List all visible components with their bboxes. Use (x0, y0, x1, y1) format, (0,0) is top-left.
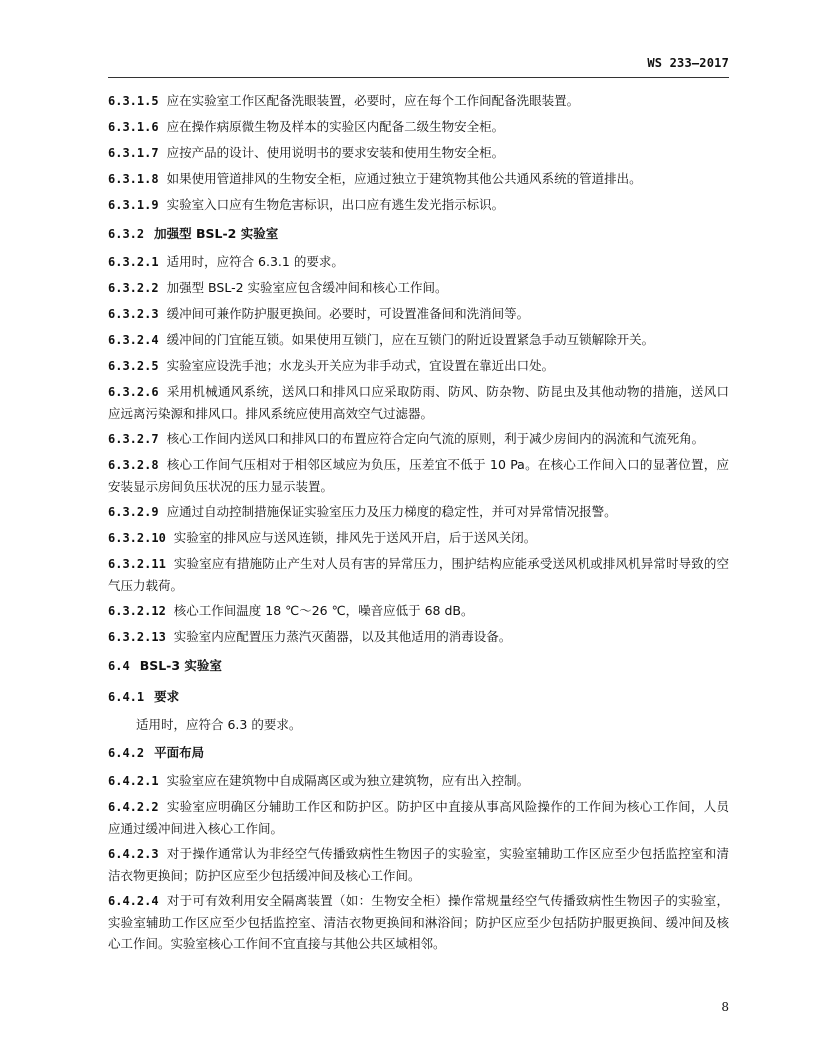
clause-paragraph (108, 114, 729, 140)
clause-paragraph (108, 499, 729, 525)
clause-paragraph (108, 888, 729, 956)
section-heading (108, 683, 729, 712)
clause-number: 6.3.1.9 (108, 198, 159, 212)
clause-number: 6.3.1.5 (108, 94, 159, 108)
section-title: 加强型 BSL-2 实验室 (154, 226, 279, 241)
clause-text: 应在操作病原微生物及样本的实验区内配备二级生物安全柜。 (166, 119, 505, 134)
clause-text: 核心工作间内送风口和排风口的布置应符合定向气流的原则，利于减少房间内的涡流和气流死角。 (166, 431, 705, 446)
clause-number: 6.3.1.8 (108, 172, 159, 186)
clause-paragraph (108, 301, 729, 327)
clause-text: 应按产品的设计、使用说明书的要求安装和使用生物安全柜。 (166, 145, 505, 160)
clause-paragraph (108, 768, 729, 794)
section-number: 6.4.1 (108, 690, 145, 704)
clause-number: 6.3.2.8 (108, 458, 159, 472)
clause-text: 对于操作通常认为非经空气传播致病性生物因子的实验室，实验室辅助工作区应至少包括监控室和清洁衣物更换间；防护区应至少包括缓冲间及核心工作间。 (108, 846, 729, 883)
clause-number: 6.3.2.3 (108, 307, 159, 321)
clause-number: 6.4.2.1 (108, 774, 159, 788)
clause-text: 核心工作间气压相对于相邻区域应为负压，压差宜不低于 10 Pa。在核心工作间入口的显著位置，应安装显示房间负压状况的压力显示装置。 (108, 457, 729, 494)
clause-paragraph (108, 249, 729, 275)
clause-number: 6.4.2.2 (108, 800, 159, 814)
clause-paragraph (108, 624, 729, 650)
clause-paragraph (108, 353, 729, 379)
clause-text: 缓冲间的门宜能互锁。如果使用互锁门，应在互锁门的附近设置紧急手动互锁解除开关。 (166, 332, 655, 347)
clause-paragraph (108, 794, 729, 841)
body-paragraph: 适用时，应符合 6.3 的要求。 (136, 717, 302, 732)
document-body (108, 88, 729, 956)
clause-text: 采用机械通风系统，送风口和排风口应采取防雨、防风、防杂物、防昆虫及其他动物的措施，送风口应远离污染源和排风口。排风系统应使用高效空气过滤器。 (108, 384, 729, 421)
section-number: 6.4 (108, 659, 130, 673)
page-number: 8 (721, 1000, 729, 1014)
clause-text: 应在实验室工作区配备洗眼装置，必要时，应在每个工作间配备洗眼装置。 (166, 93, 580, 108)
clause-number: 6.3.2.12 (108, 604, 166, 618)
clause-paragraph (108, 166, 729, 192)
clause-text: 如果使用管道排风的生物安全柜，应通过独立于建筑物其他公共通风系统的管道排出。 (166, 171, 642, 186)
clause-number: 6.3.2.1 (108, 255, 159, 269)
clause-text: 加强型 BSL-2 实验室应包含缓冲间和核心工作间。 (166, 280, 448, 295)
clause-text: 对于可有效利用安全隔离装置（如：生物安全柜）操作常规量经空气传播致病性生物因子的实验室，实验室辅助工作区应至少包括监控室、清洁衣物更换间和淋浴间；防护区应至少包括防护服更换间、缓冲间及核心工作间。实验室核心工作间不宜直接与其他公共区域相邻。 (108, 893, 729, 951)
clause-number: 6.3.2.4 (108, 333, 159, 347)
header-divider (108, 77, 729, 78)
clause-text: 缓冲间可兼作防护服更换间。必要时，可设置准备间和洗消间等。 (166, 306, 530, 321)
section-number: 6.4.2 (108, 746, 145, 760)
clause-text: 核心工作间温度 18 ℃～26 ℃，噪音应低于 68 dB。 (173, 603, 474, 618)
clause-text: 应通过自动控制措施保证实验室压力及压力梯度的稳定性，并可对异常情况报警。 (166, 504, 617, 519)
clause-number: 6.4.2.4 (108, 894, 159, 908)
clause-text: 实验室应在建筑物中自成隔离区或为独立建筑物，应有出入控制。 (166, 773, 530, 788)
clause-paragraph (108, 426, 729, 452)
section-title: 平面布局 (154, 745, 205, 760)
clause-number: 6.3.1.6 (108, 120, 159, 134)
clause-paragraph (108, 551, 729, 598)
clause-text: 实验室应有措施防止产生对人员有害的异常压力，围护结构应能承受送风机或排风机异常时导致的空气压力载荷。 (108, 556, 729, 593)
clause-text: 实验室的排风应与送风连锁，排风先于送风开启，后于送风关闭。 (173, 530, 537, 545)
clause-paragraph (108, 275, 729, 301)
clause-paragraph (108, 525, 729, 551)
clause-text: 实验室内应配置压力蒸汽灭菌器，以及其他适用的消毒设备。 (173, 629, 512, 644)
clause-number: 6.3.2.6 (108, 385, 159, 399)
clause-paragraph (108, 379, 729, 426)
clause-number: 6.3.1.7 (108, 146, 159, 160)
clause-number: 6.3.2.9 (108, 505, 159, 519)
section-heading (108, 220, 729, 249)
section-number: 6.3.2 (108, 227, 145, 241)
clause-text: 实验室应设洗手池；水龙头开关应为非手动式，宜设置在靠近出口处。 (166, 358, 555, 373)
clause-text: 实验室入口应有生物危害标识，出口应有逃生发光指示标识。 (166, 197, 505, 212)
clause-number: 6.3.2.5 (108, 359, 159, 373)
clause-paragraph (108, 841, 729, 888)
clause-paragraph (108, 327, 729, 353)
clause-paragraph (108, 140, 729, 166)
clause-text: 适用时，应符合 6.3.1 的要求。 (166, 254, 344, 269)
clause-paragraph (108, 452, 729, 499)
document-id-header: WS 233—2017 (647, 56, 729, 70)
clause-paragraph (108, 192, 729, 218)
section-heading (108, 652, 729, 681)
section-title: BSL-3 实验室 (139, 658, 222, 673)
section-title: 要求 (154, 689, 180, 704)
section-heading (108, 739, 729, 768)
clause-number: 6.3.2.7 (108, 432, 159, 446)
clause-number: 6.3.2.11 (108, 557, 166, 571)
clause-paragraph (108, 598, 729, 624)
clause-number: 6.3.2.10 (108, 531, 166, 545)
clause-number: 6.3.2.2 (108, 281, 159, 295)
clause-text: 实验室应明确区分辅助工作区和防护区。防护区中直接从事高风险操作的工作间为核心工作间，人员应通过缓冲间进入核心工作间。 (108, 799, 729, 836)
clause-number: 6.4.2.3 (108, 847, 159, 861)
clause-paragraph (108, 88, 729, 114)
clause-number: 6.3.2.13 (108, 630, 166, 644)
